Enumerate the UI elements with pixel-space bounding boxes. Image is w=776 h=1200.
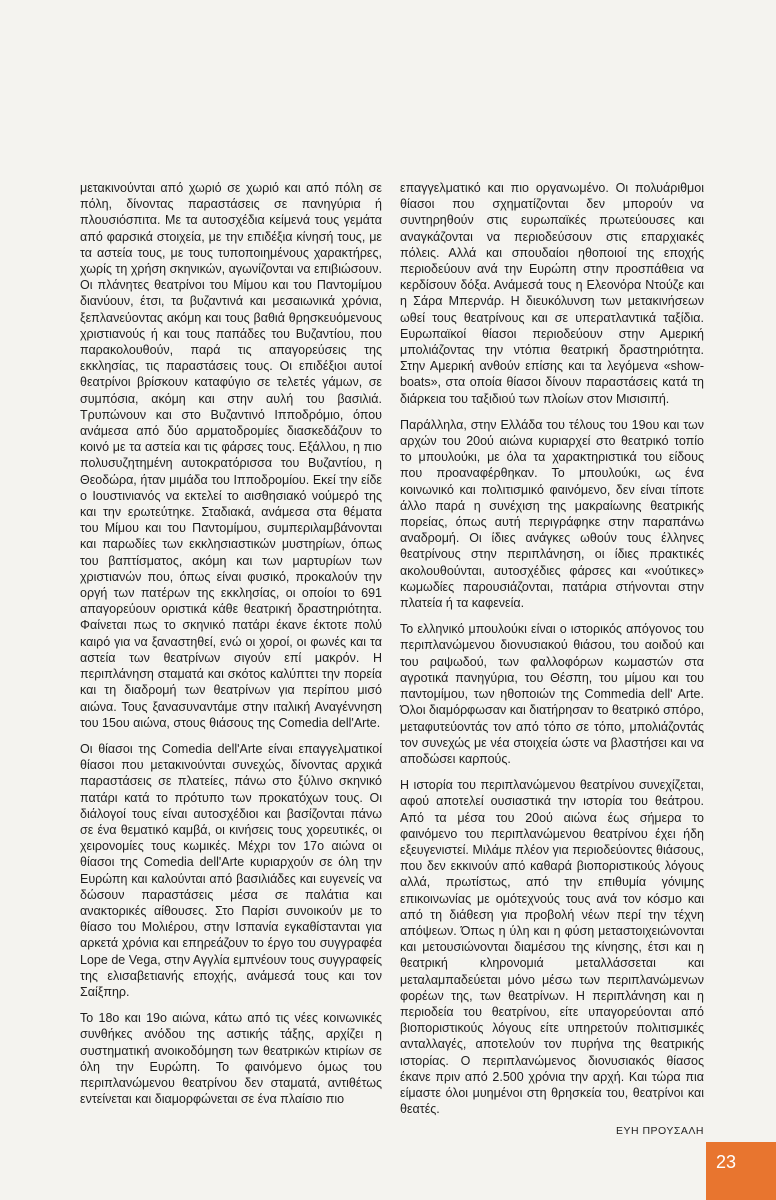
paragraph: Οι θίασοι της Comedia dell'Arte είναι επαγγελματικοί θίασοι που μετακινούνται συνεχώς, δίνοντας αρχικά παραστάσεις σε πλατείες, πάνω στο ξύλινο σκηνικό πατάρι κατά το πρότυπο των προκατόχων τους. Οι διάλογοί τους είναι αυτοσχέδιοι και βασίζονται πάνω σε ένα θεματικό καμβά, οι κινήσεις τους χορευτικές, οι χειρονομίες τους κωμικές. Μέχρι τον 17ο αιώνα οι θίασοι της Comedia dell'Arte κυριαρχούν σε όλη την Ευρώπη και καλούνται από βασιλιάδες και ευγενείς να δώσουν παραστάσεις μέσα σε παλάτια και ανακτορικές αίθουσες. Στο Παρίσι συνοικούν με το θίασο του Μολιέρου, στην Ισπανία εγκαθίστανται για αρκετά χρόνια και επηρεάζουν το έργο του συγγραφέα Lope de Vega, στην Αγγλία εμπνέουν τους συγγραφείς της ελισαβετιανής εποχής, ανάμεσά τους και τον Σαίξπηρ.: [80, 741, 382, 999]
article-column-right: [400, 180, 704, 1140]
paragraph: Το 18ο και 19ο αιώνα, κάτω από τις νέες κοινωνικές συνθήκες ανόδου της αστικής τάξης, αρχίζει η συστηματική ανοικοδόμηση των θεατρικών κτιρίων σε όλη την Ευρώπη. Το φαινόμενο όμως του περιπλανώμενου θεατρίνου δεν σταματά, αντιθέτως εντείνεται και διαμορφώνεται σε ένα πλαίσιο πιο: [80, 1011, 382, 1107]
paragraph: Παράλληλα, στην Ελλάδα του τέλους του 19ου και των αρχών του 20ού αιώνα κυριαρχεί στο θεατρικό τοπίο το μπουλούκι, με όλα τα χαρακτηριστικά του είδους που προαναφέρθηκαν. Το μπουλούκι, ως ένα κοινωνικό και πολιτισμικό φαινόμενο, δεν είναι τίποτε άλλο παρά η συνέχιση της μακραίωνης θεατρικής πορείας, όπως αυτή περιγράφηκε στην παραπάνω αναδρομή. Οι ίδιες ανάγκες ωθούν τους έλληνες θεατρίνους στην περιπλάνηση, οι ίδιες πρακτικές ακολουθούνται, αυτοσχέδιες φάρσες και «νούτικες» κωμωδίες παρουσιάζονται, πατάρια στήνονται στην πλατεία ή τα καφενεία.: [400, 417, 704, 611]
page-number-tab: [706, 1142, 776, 1200]
article-column-left: [80, 180, 382, 1117]
paragraph: Η ιστορία του περιπλανώμενου θεατρίνου συνεχίζεται, αφού αποτελεί ουσιαστικά την ιστορία του θεάτρου. Από τα μέσα του 20ού αιώνα έως σήμερα το φαινόμενο του περιπλανώμενου θεατρίνου έχει ήδη εξευγενιστεί. Μιλάμε πλέον για περιοδεύοντες θιάσους, που δεν εκκινούν από καθαρά βιοποριστικούς λόγους αλλά, πρωτίστως, από την επιθυμία γόνιμης επικοινωνίας με ομότεχνούς τους ανά τον κόσμο και από τη διάθεση για προβολή νέων περί την τέχνη απόψεων. Όπως η ύλη και η φύση μεταστοιχειώνονται και μετουσιώνονται διαμέσου της κίνησης, έτσι και η θεατρική κληρονομιά μεταλλάσσεται και μεταλαμπαδεύεται μόνο μέσω των περιπλανώμενων φορέων της, των θεατρίνων. Η περιπλάνηση και η περιοδεία του θεατρίνου, είτε υπαγορεύονται από βιοποριστικούς λόγους είτε υπηρετούν πολιτισμικές ανταλλαγές, αποτελούν τον πυρήνα της θεατρικής ιστορίας. Ο περιπλανώμενος διονυσιακός θίασος έκανε πριν από 2.500 χρόνια την αρχή. Και τώρα πια είμαστε όλοι μυημένοι στη θρησκεία του, θεατρίνοι και θεατές.: [400, 778, 704, 1117]
author-signature: ΕΥΗ ΠΡΟΥΣΑΛΗ: [615, 1125, 704, 1138]
paragraph: Το ελληνικό μπουλούκι είναι ο ιστορικός απόγονος του περιπλανώμενου διονυσιακού θιάσου, του αοιδού και του ραψωδού, των φαλλοφόρων κωμαστών στα αγροτικά πανηγύρια, του Θέσπη, του μίμου και του παντομίμου, των ηθοποιών της Commedia dell' Arte. Όλοι διαμόρφωσαν και διατήρησαν το θεατρικό σπόρο, μεταφυτεύοντάς τον από τόπο σε τόπο, μπολιάζοντάς τον συνεχώς με νέα στοιχεία ώστε να βλαστήσει και να αποδώσει καρπούς.: [400, 622, 704, 766]
page-number: 23: [716, 1152, 737, 1172]
paragraph: μετακινούνται από χωριό σε χωριό και από πόλη σε πόλη, δίνοντας παραστάσεις σε πανηγύρια ή πλουσιόσπιτα. Με τα αυτοσχέδια κείμενά τους γεμάτα από φαρσικά στοιχεία, με την επιδέξια κίνησή τους, με τα αστεία τους, με τους τυποποιημένους χαρακτήρες, χωρίς τη χρήση σκηνικών, αγωνίζονται να επιβιώσουν. Οι πλάνητες θεατρίνοι του Μίμου και του Παντομίμου διανύουν, έτσι, τα βυζαντινά και μεσαιωνικά χρόνια, ξεπλανεύοντας ακόμη και τους βαθιά θρησκευόμενους χριστιανούς ή και τους παπάδες του Βυζαντίου, που παρακολουθούν, παρά τις απαγορεύσεις της εκκλησίας, τις παραστάσεις τους. Οι επιδέξιοι αυτοί θεατρίνοι βρίσκουν καταφύγιο σε τελετές γάμων, σε συμπόσια, ακόμη και στην αυλή του βασιλιά. Τρυπώνουν και στο Βυζαντινό Ιπποδρόμιο, όπου ανάμεσα από δύο αρματοδρομίες διασκεδάζουν το κοινό με τα αστεία και τις φάρσες τους. Εξάλλου, η πιο πολυσυζητημένη αυτοκρατόρισσα του Βυζαντίου, η Θεοδώρα, ήταν μιμάδα του Ιπποδρομίου. Εκεί την είδε ο Ιουστινιανός να εκτελεί το αισθησιακό νούμερό της και την ερωτεύτηκε. Σταδιακά, ανάμεσα στα θέματα του Μίμου και του Παντομίμου, συμπεριλαμβάνονται και παρωδίες των εκκλησιαστικών μυστηρίων, όπως του βαπτίσματος, ακόμη και των μαρτυρίων των χριστιανών που, όπως είναι φυσικό, προκαλούν την οργή των πατέρων της εκκλησίας, οι οποίοι το 691 απαγορεύουν οριστικά κάθε θεατρική δραστηριότητα. Φαίνεται πως το σκηνικό πατάρι έκανε έκτοτε πολύ καιρό για να ξαναστηθεί, ενώ οι χοροί, οι φωνές και τα αστεία των θεατρίνων σιγούν επί μακρόν. Η περιπλάνηση σταματά και σκότος καλύπτει την πορεία και τη διαδρομή των θεατρίνων για περίπου μισό αιώνα. Τους ξανασυναντάμε στην ιταλική Αναγέννηση του 15ου αιώνα, στους θιάσους της Comedia dell'Arte.: [80, 181, 382, 730]
paragraph: επαγγελματικό και πιο οργανωμένο. Οι πολυάριθμοι θίασοι που σχηματίζονται δεν μπορούν να συντηρηθούν στις ευρωπαϊκές πρωτεύουσες και αναγκάζονται να περιοδεύσουν στις επαρχιακές πόλεις. Αλλά και σπουδαίοι ηθοποιοί της εποχής περιοδεύουν ανά την Ευρώπη στην προσπάθεια να κερδίσουν δόξα. Ανάμεσά τους η Ελεονόρα Ντούζε και η Σάρα Μπερνάρ. Η διευκόλυνση των μετακινήσεων ωθεί τους θεατρίνους και σε υπερατλαντικά ταξίδια. Ευρωπαϊκοί θίασοι περιοδεύουν στην Αμερική μπολιάζοντας την ντόπια θεατρική δραστηριότητα. Στην Αμερική ανθούν επίσης και τα λεγόμενα «show-boats», στα οποία θίασοι δίνουν παραστάσεις κατά τη διάρκεια του ταξιδιού των πλοίων στον Μισισιπή.: [400, 181, 704, 406]
